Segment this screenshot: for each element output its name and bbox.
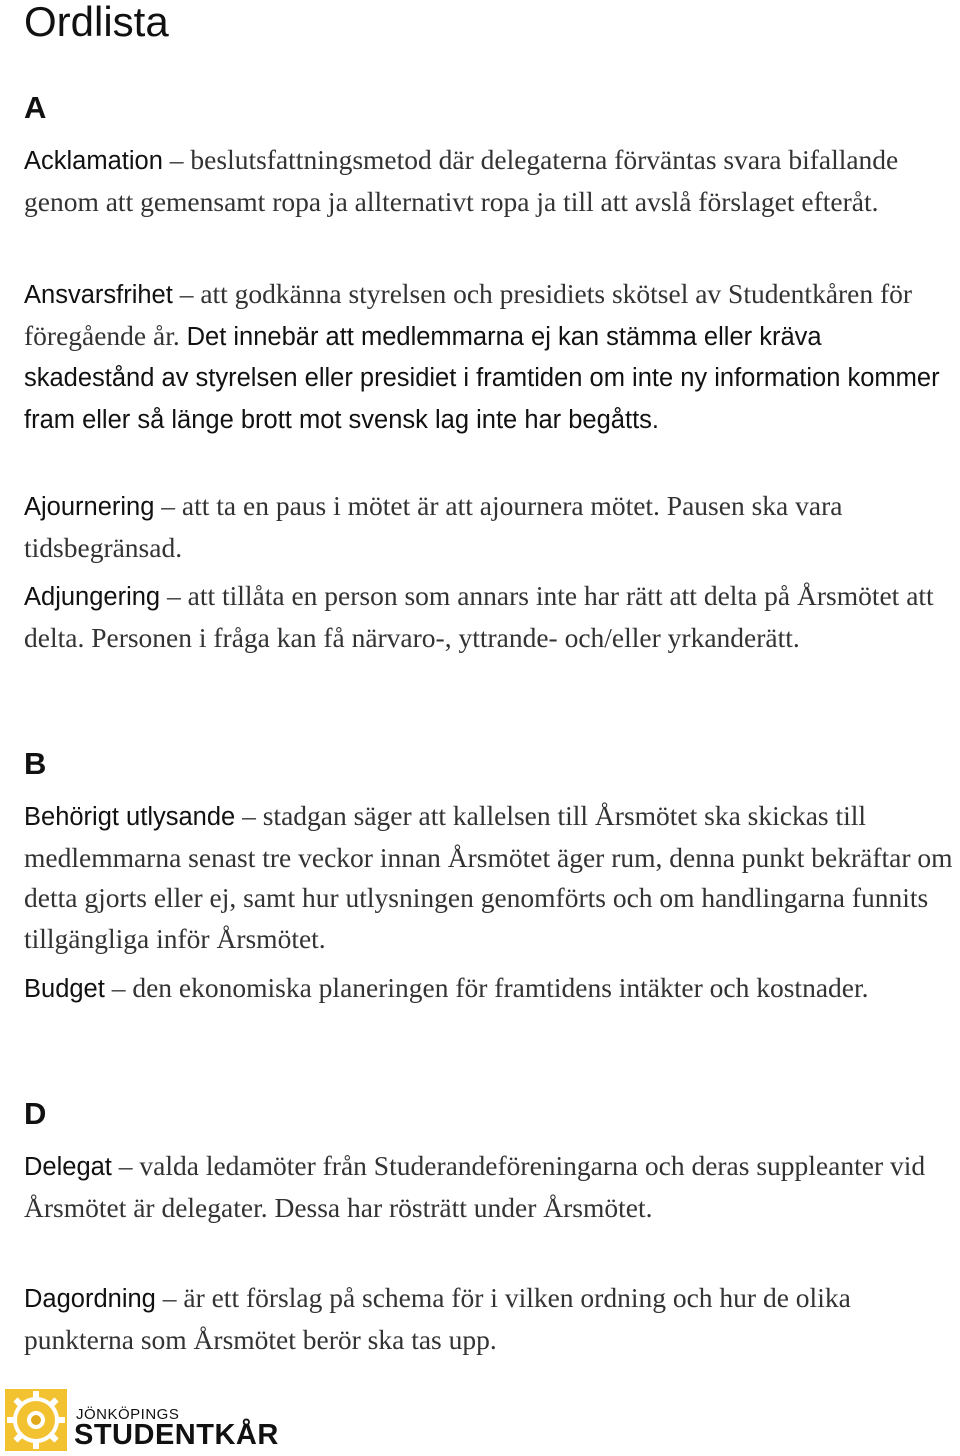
glossary-definition: beslutsfattningsmetod där delegaterna förväntas svara bifallande genom att gemensamt ropa ja allternativt ropa ja till att avslå förslaget efteråt. <box>24 144 899 217</box>
term-dash: – <box>111 972 126 1003</box>
glossary-definition: att tillåta en person som annars inte har rätt att delta på Årsmötet att delta. Personen i fråga kan få närvaro-, yttrande- och/eller yrkanderätt. <box>24 580 934 653</box>
glossary-term: Delegat <box>24 1153 112 1181</box>
glossary-definition: att ta en paus i mötet är att ajournera mötet. Pausen ska vara tidsbegränsad. <box>24 490 843 563</box>
glossary-definition: stadgan säger att kallelsen till Årsmötet ska skickas till medlemmarna senast tre veckor innan Årsmötet äger rum, denna punkt bekräftar om detta gjorts eller ej, samt hur utlysningen genomförts och om handlingarna funnits tillgängliga inför Årsmötet. <box>24 800 953 954</box>
glossary-definition: den ekonomiska planeringen för framtidens intäkter och kostnader. <box>132 972 869 1003</box>
glossary-entry-dagordning <box>24 1278 954 1360</box>
logo-emblem-icon <box>4 1388 70 1454</box>
term-dash: – <box>162 1282 177 1313</box>
logo-line-1: JÖNKÖPINGS <box>76 1406 180 1423</box>
glossary-entry-delegat <box>24 1146 954 1228</box>
section-letter-a: A <box>24 90 47 125</box>
glossary-term: Budget <box>24 975 105 1003</box>
term-dash: – <box>242 800 256 831</box>
glossary-term: Dagordning <box>24 1285 156 1313</box>
term-dash: – <box>169 144 184 175</box>
logo-line-2: STUDENTKÅR <box>74 1419 279 1451</box>
glossary-entry-ansvarsfrihet <box>24 274 954 440</box>
glossary-term: Adjungering <box>24 583 161 611</box>
glossary-term: Acklamation <box>24 147 163 175</box>
glossary-definition-extra: Det innebär att medlemmarna ej kan stämma eller kräva skadestånd av styrelsen eller presidiet i framtiden om inte ny information kommer fram eller så länge brott mot svensk lag inte har begåtts. <box>24 322 940 434</box>
glossary-entry-acklamation <box>24 140 954 222</box>
term-dash: – <box>166 580 181 611</box>
page-title: Ordlista <box>24 0 169 45</box>
section-letter-d: D <box>24 1096 47 1131</box>
glossary-definition: valda ledamöter från Studerandeföreningarna och deras suppleanter vid Årsmötet är delegater. Dessa har rösträtt under Årsmötet. <box>24 1150 926 1223</box>
jonkopings-studentkar-logo <box>4 1388 304 1454</box>
term-dash: – <box>161 490 176 521</box>
glossary-entry-adjungering <box>24 576 954 658</box>
glossary-definition: att godkänna styrelsen och presidiets skötsel av Studentkåren för föregående år. <box>24 278 913 351</box>
term-dash: – <box>118 1150 133 1181</box>
glossary-term: Behörigt utlysande <box>24 803 236 831</box>
section-letter-b: B <box>24 746 47 781</box>
glossary-term: Ajournering <box>24 493 155 521</box>
glossary-entry-behorigt-utlysande <box>24 796 954 959</box>
glossary-definition: är ett förslag på schema för i vilken ordning och hur de olika punkterna som Årsmötet berör ska tas upp. <box>24 1282 851 1355</box>
glossary-entry-ajournering <box>24 486 954 568</box>
term-dash: – <box>179 278 194 309</box>
glossary-term: Ansvarsfrihet <box>24 281 173 309</box>
glossary-entry-budget <box>24 968 954 1010</box>
